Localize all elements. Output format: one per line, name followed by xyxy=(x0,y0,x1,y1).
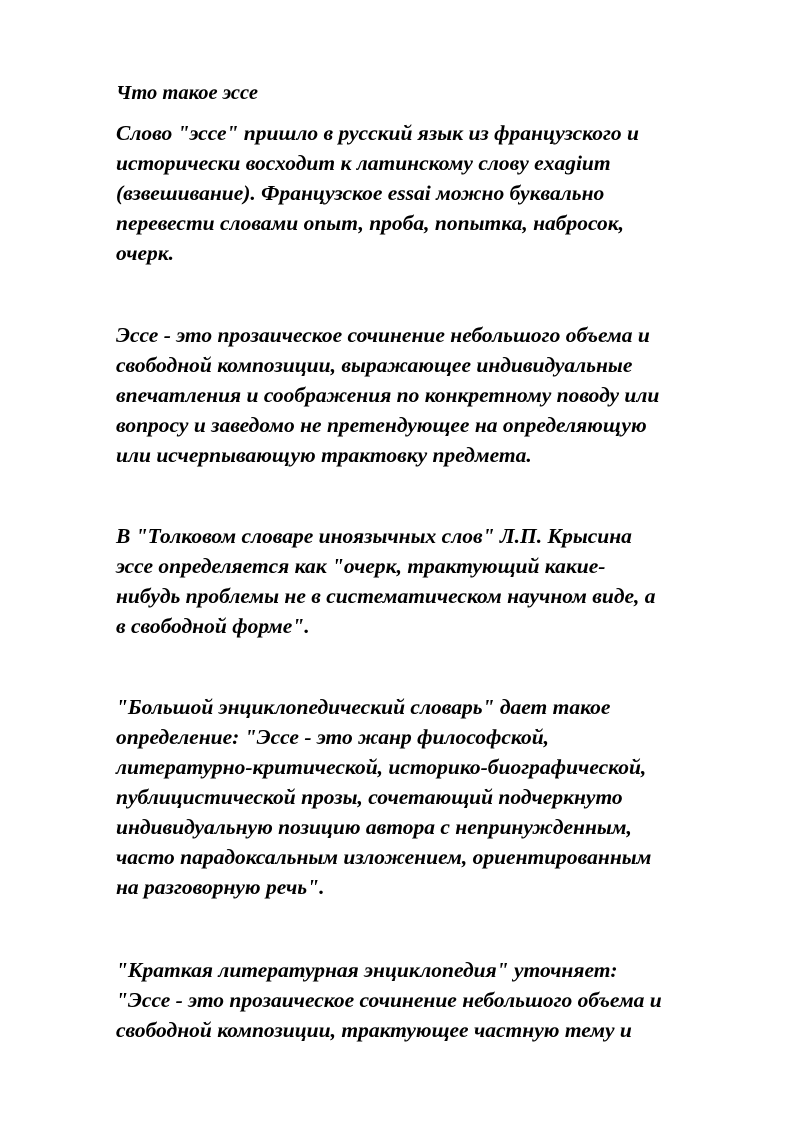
text-line: впечатления и соображения по конкретному поводу или xyxy=(116,383,660,407)
text-line: на разговорную речь". xyxy=(116,875,325,899)
text-line: определение: "Эссе - это жанр философской, xyxy=(116,725,550,749)
paragraph-brief-literary-encyclopedia xyxy=(116,955,756,1045)
text-line: свободной композиции, трактующее частную тему и xyxy=(116,1018,632,1042)
document-title: Что такое эссе xyxy=(116,82,258,104)
text-line: Эссе - это прозаическое сочинение небольшого объема и xyxy=(116,323,650,347)
text-line: часто парадоксальным изложением, ориентированным xyxy=(116,845,652,869)
paragraph-big-encyclopedic-dictionary xyxy=(116,692,756,902)
text-line: индивидуальную позицию автора с непринужденным, xyxy=(116,815,632,839)
paragraph-definition xyxy=(116,320,756,470)
paragraph-krysin-dictionary xyxy=(116,521,756,641)
text-line: исторически восходит к латинскому слову exagium xyxy=(116,151,611,175)
text-line: свободной композиции, выражающее индивидуальные xyxy=(116,353,633,377)
text-line: "Большой энциклопедический словарь" дает такое xyxy=(116,695,611,719)
text-line: "Эссе - это прозаическое сочинение небольшого объема и xyxy=(116,988,662,1012)
paragraph-etymology xyxy=(116,118,756,268)
text-line: В "Толковом словаре иноязычных слов" Л.П. Крысина xyxy=(116,524,632,548)
text-line: публицистической прозы, сочетающий подчеркнуто xyxy=(116,785,623,809)
text-line: Слово "эссе" пришло в русский язык из французского и xyxy=(116,121,639,145)
text-line: в свободной форме". xyxy=(116,614,310,638)
text-line: нибудь проблемы не в систематическом научном виде, а xyxy=(116,584,656,608)
text-line: литературно-критической, историко-биографической, xyxy=(116,755,647,779)
text-line: очерк. xyxy=(116,241,175,265)
text-line: эссе определяется как "очерк, трактующий какие- xyxy=(116,554,606,578)
text-line: перевести словами опыт, проба, попытка, набросок, xyxy=(116,211,625,235)
text-line: "Краткая литературная энциклопедия" уточняет: xyxy=(116,958,618,982)
text-line: или исчерпывающую трактовку предмета. xyxy=(116,443,532,467)
text-line: вопросу и заведомо не претендующее на определяющую xyxy=(116,413,647,437)
text-line: (взвешивание). Французское essai можно буквально xyxy=(116,181,605,205)
